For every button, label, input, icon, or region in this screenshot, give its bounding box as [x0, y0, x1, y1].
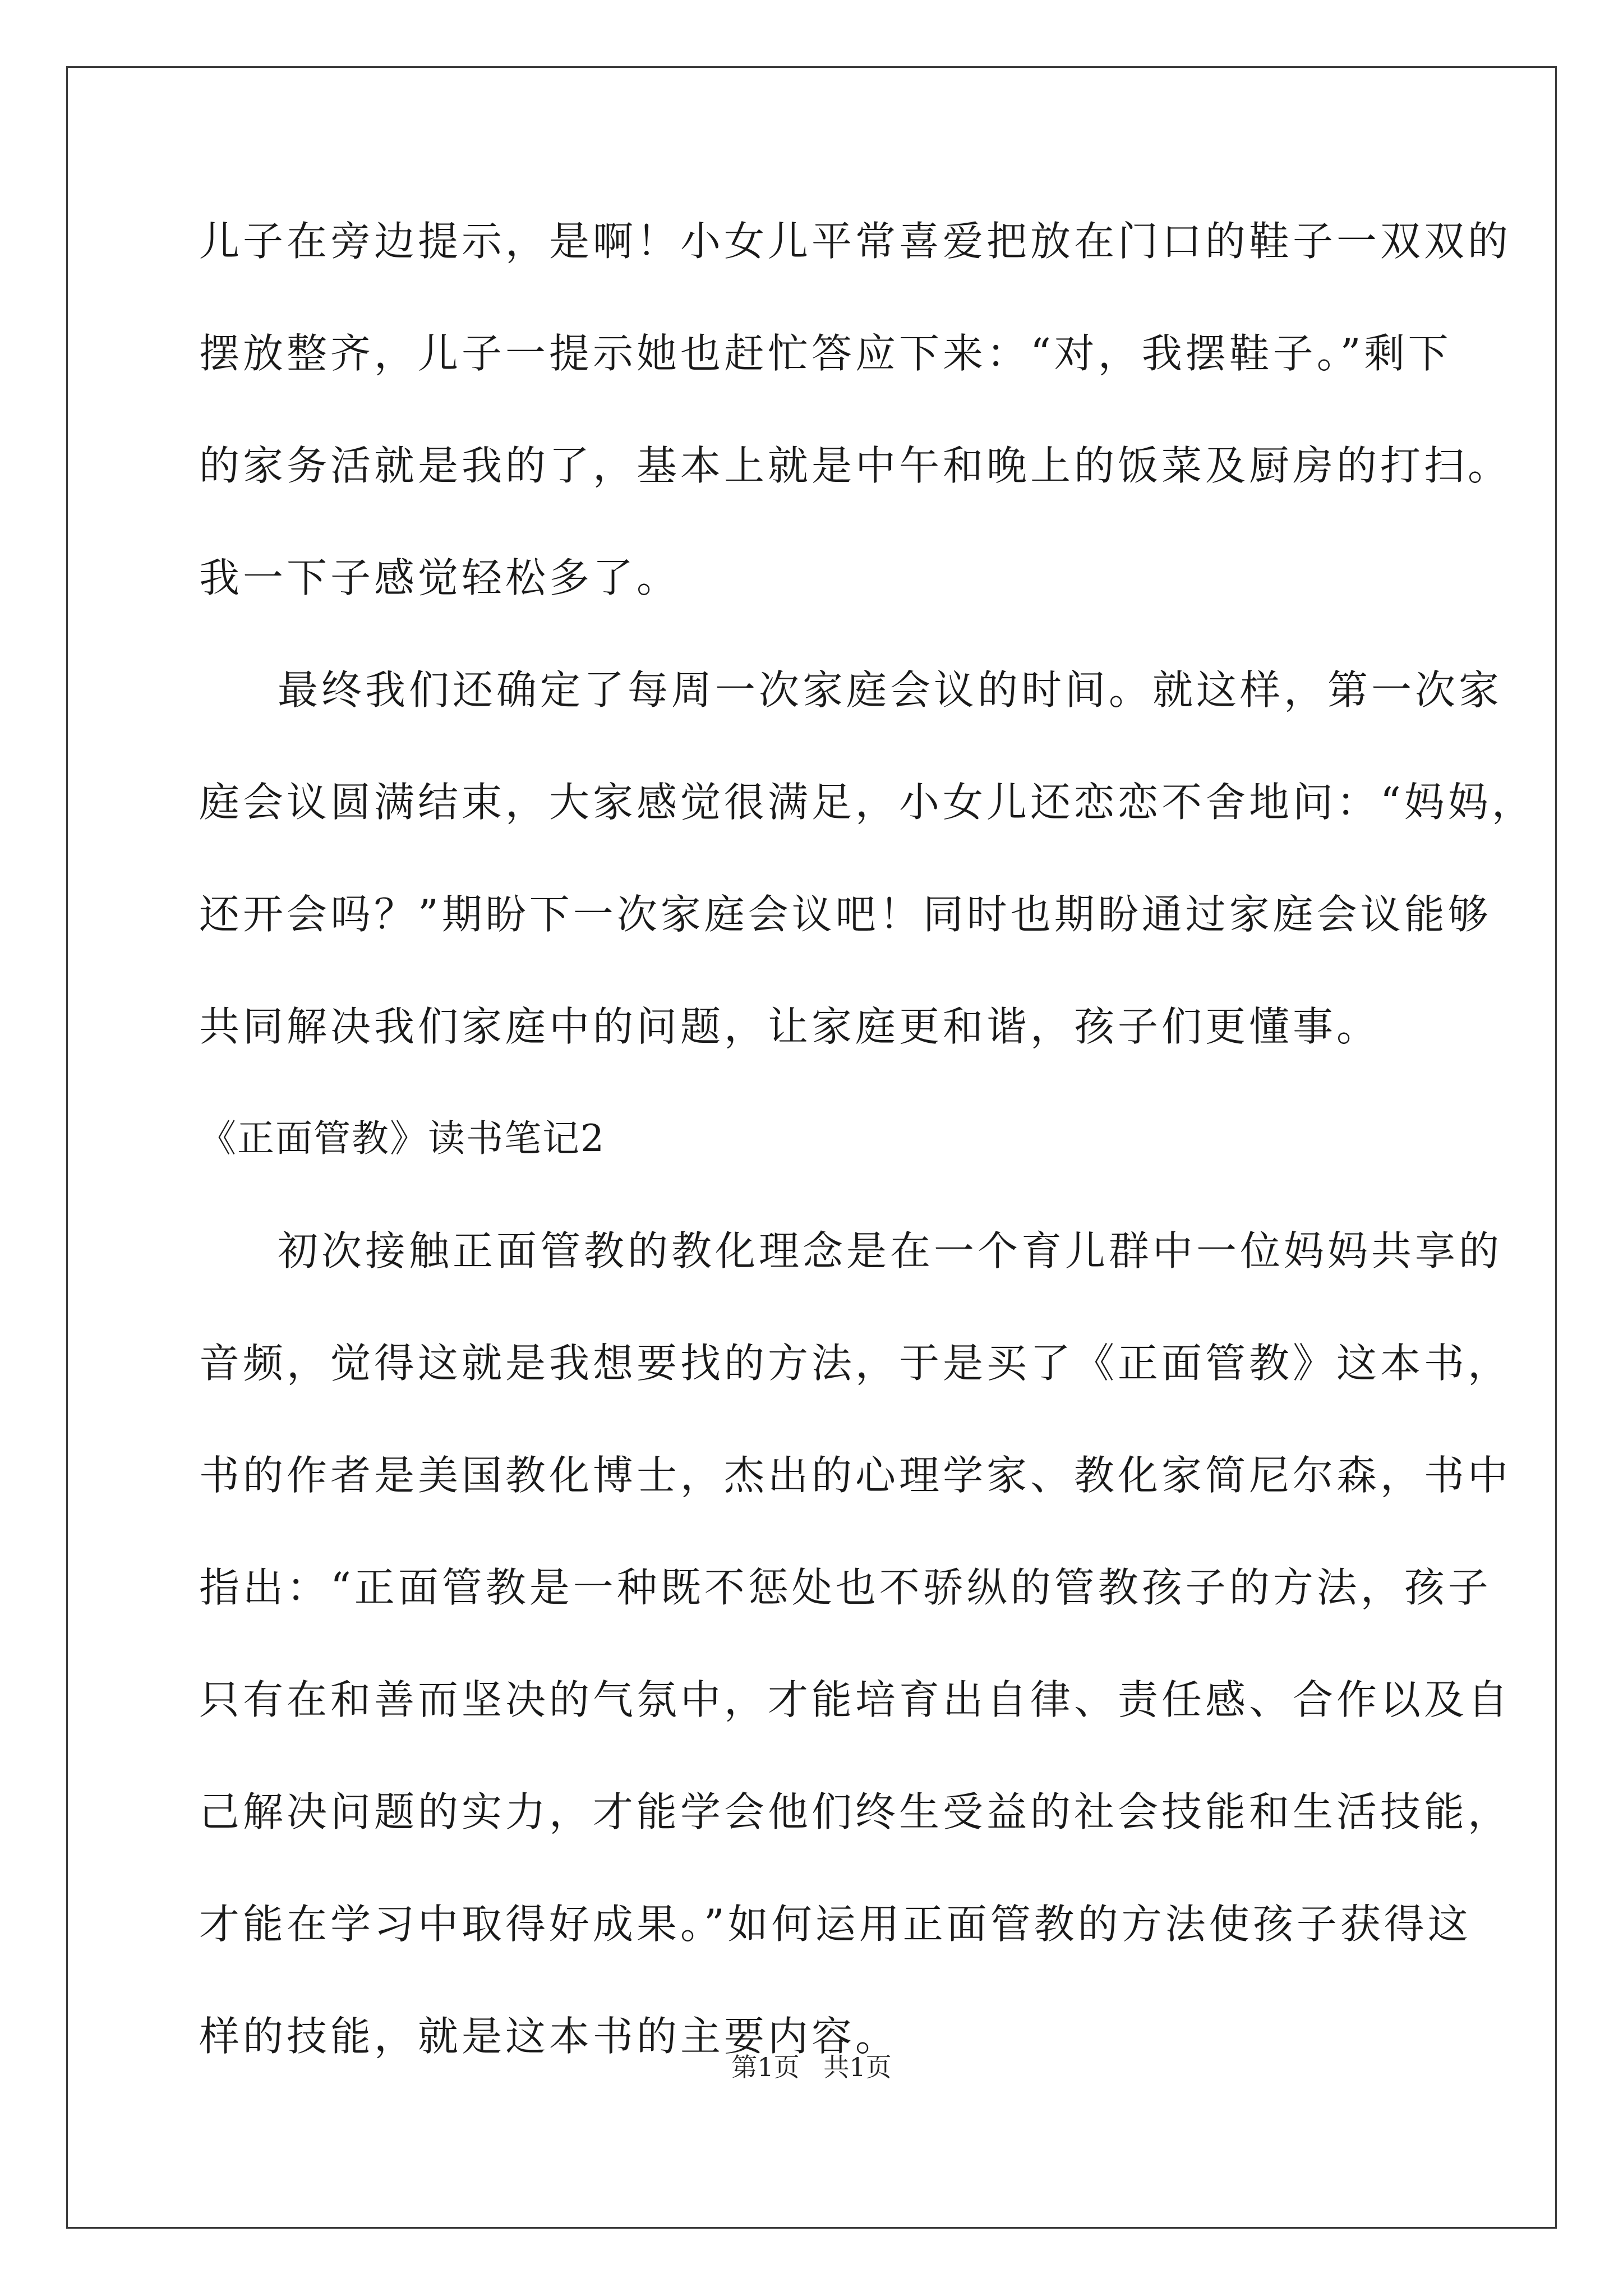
paragraph-line: 音频，觉得这就是我想要找的方法，于是买了《正面管教》这本书， [199, 1340, 1512, 1387]
paragraph-line: 儿子在旁边提示，是啊！小女儿平常喜爱把放在门口的鞋子一双双的 [199, 218, 1512, 265]
paragraph-line: 指出：“正面管教是一种既不惩处也不骄纵的管教孩子的方法，孩子 [199, 1564, 1492, 1611]
page-footer [0, 2050, 1623, 2084]
document-body [199, 213, 1536, 2064]
paragraph-line: 书的作者是美国教化博士，杰出的心理学家、教化家简尼尔森，书中 [199, 1452, 1512, 1499]
paragraph-line: 初次接触正面管教的教化理念是在一个育儿群中一位妈妈共享的 [278, 1227, 1503, 1274]
paragraph-line: 庭会议圆满结束，大家感觉很满足，小女儿还恋恋不舍地问：“妈妈， [199, 779, 1536, 826]
paragraph-line: 共同解决我们家庭中的问题，让家庭更和谐，孩子们更懂事。 [199, 1003, 1381, 1050]
paragraph-line: 摆放整齐，儿子一提示她也赶忙答应下来：“对，我摆鞋子。”剩下 [199, 330, 1452, 377]
paragraph-line: 我一下子感觉轻松多了。 [199, 554, 681, 601]
paragraph-line: 只有在和善而坚决的气氛中，才能培育出自律、责任感、合作以及自 [199, 1676, 1512, 1723]
paragraph-line: 最终我们还确定了每周一次家庭会议的时间。就这样，第一次家 [278, 666, 1503, 714]
paragraph-line: 还开会吗？”期盼下一次家庭会议吧！同时也期盼通过家庭会议能够 [199, 891, 1492, 938]
page-total: 共1页 [823, 2052, 892, 2082]
paragraph-line: 才能在学习中取得好成果。”如何运用正面管教的方法使孩子获得这 [199, 1901, 1472, 1948]
paragraph-line: 样的技能，就是这本书的主要内容。 [199, 2013, 900, 2060]
paragraph-line: 己解决问题的实力，才能学会他们终生受益的社会技能和生活技能， [199, 1788, 1512, 1835]
page-number: 第1页 [731, 2052, 800, 2082]
paragraph-line: 的家务活就是我的了，基本上就是中午和晚上的饭菜及厨房的打扫。 [199, 442, 1512, 489]
section-heading: 《正面管教》读书笔记2 [199, 1117, 605, 1160]
